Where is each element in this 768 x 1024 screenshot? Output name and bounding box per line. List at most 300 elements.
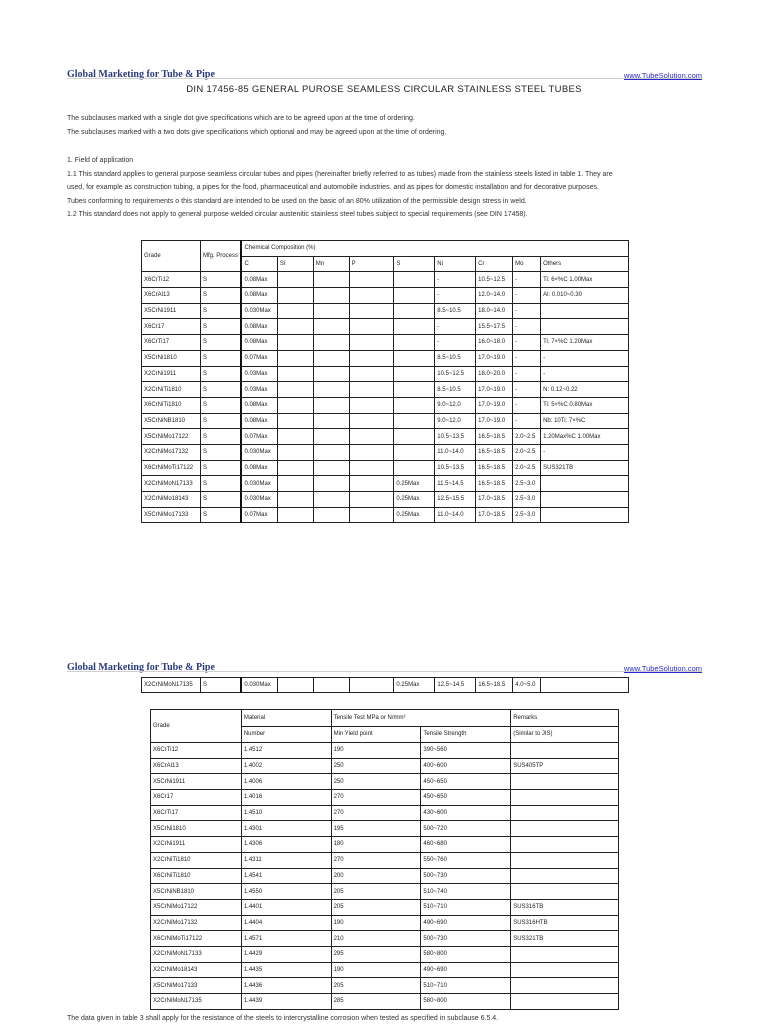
table-row: [151, 915, 619, 931]
table-cell: 190: [331, 743, 421, 759]
table-cell: 16.5~18.5: [476, 460, 513, 476]
table-cell: -: [513, 413, 541, 429]
table-cell: [313, 476, 349, 492]
table-cell: X6Cr17: [151, 790, 242, 806]
table-cell: [313, 460, 349, 476]
table-cell: X5CrNiNB1810: [151, 884, 242, 900]
table-cell: 17.0~18.5: [476, 507, 513, 523]
table-cell: S: [200, 350, 241, 366]
table-cell: X2CrNi1911: [151, 837, 242, 853]
table-cell: [511, 962, 619, 978]
field-of-application: [67, 154, 708, 222]
table-cell: 500~730: [421, 868, 511, 884]
table-cell: [541, 507, 629, 523]
table-cell: X6CrNiTi1810: [151, 868, 242, 884]
table-cell: 12.5~15.5: [435, 492, 476, 508]
table-cell: X2CrNiMoN17135: [151, 994, 242, 1010]
table-row: [151, 837, 619, 853]
table-cell: 0.08Max: [241, 397, 277, 413]
header-number: Number: [241, 726, 331, 743]
table-cell: 200: [331, 868, 421, 884]
table-cell: X6CrTi17: [142, 335, 201, 351]
table-cell: 0.08Max: [241, 272, 277, 288]
table-cell: 17.0~19.0: [476, 397, 513, 413]
chemical-composition-table-continued: [141, 677, 629, 693]
header-mo: Mo: [513, 256, 541, 272]
table-cell: 8.5~10.5: [435, 303, 476, 319]
header-mn: Mn: [313, 256, 349, 272]
table-cell: 550~760: [421, 852, 511, 868]
table-cell: X6Cr17: [142, 319, 201, 335]
table-cell: 0.25Max: [394, 492, 435, 508]
table-cell: [313, 382, 349, 398]
table-row: [151, 978, 619, 994]
table-cell: [277, 507, 313, 523]
table-cell: X6CrTi12: [142, 272, 201, 288]
continuation-row: [142, 678, 629, 693]
table-cell: 11.0~14.0: [435, 507, 476, 523]
table-cell: S: [200, 319, 241, 335]
table-cell: 8.5~10.5: [435, 382, 476, 398]
table-cell: -: [513, 350, 541, 366]
table-cell: [313, 678, 349, 693]
table-cell: [349, 303, 394, 319]
table-cell: [511, 884, 619, 900]
table-cell: -: [435, 272, 476, 288]
header-c: C: [241, 256, 277, 272]
table-cell: [349, 460, 394, 476]
table-cell: [394, 460, 435, 476]
table-cell: 285: [331, 994, 421, 1010]
table-cell: [541, 678, 629, 693]
table-cell: X2CrNiMo17132: [151, 915, 242, 931]
table-cell: [349, 678, 394, 693]
table-cell: 500~730: [421, 931, 511, 947]
table-cell: [277, 272, 313, 288]
table-cell: X2CrNiMo18143: [142, 492, 201, 508]
table-row: [142, 382, 629, 398]
table-cell: [349, 272, 394, 288]
table-cell: 400~600: [421, 758, 511, 774]
header-cr: Cr: [476, 256, 513, 272]
table-cell: [313, 272, 349, 288]
table-cell: -: [513, 319, 541, 335]
table-cell: 1.4401: [241, 899, 331, 915]
table-cell: 16.5~18.5: [476, 678, 513, 693]
table-cell: 180: [331, 837, 421, 853]
intro-notes: [67, 112, 708, 139]
header-chemical-composition: Chemical Composition (%): [241, 241, 628, 257]
table-cell: 1.20Max%C 1.00Max: [541, 429, 629, 445]
table-cell: 205: [331, 899, 421, 915]
table-cell: 9.0~12.0: [435, 397, 476, 413]
table-cell: 580~800: [421, 994, 511, 1010]
table-cell: [313, 492, 349, 508]
table-cell: [313, 429, 349, 445]
table-cell: X6CrNiMoTi17122: [151, 931, 242, 947]
table-cell: [511, 743, 619, 759]
table-cell: [394, 444, 435, 460]
table-cell: 0.08Max: [241, 335, 277, 351]
table-cell: 0.030Max: [241, 476, 277, 492]
table-cell: 15.5~17.5: [476, 319, 513, 335]
chemical-composition-rows: [142, 272, 629, 523]
table-cell: [541, 319, 629, 335]
table-cell: X2CrNiMoN17133: [151, 946, 242, 962]
table-row: [151, 962, 619, 978]
table-row: [142, 350, 629, 366]
table-cell: [541, 476, 629, 492]
table-cell: [313, 366, 349, 382]
table-cell: [349, 492, 394, 508]
table-cell: 1.4541: [241, 868, 331, 884]
table-cell: 18.0~20.0: [476, 366, 513, 382]
table-cell: 10.5~13.5: [435, 429, 476, 445]
table-cell: [277, 444, 313, 460]
table-cell: 1.4439: [241, 994, 331, 1010]
table-cell: 0.07Max: [241, 350, 277, 366]
table-cell: [541, 492, 629, 508]
intro-line: The subclauses marked with a single dot give specifications which are to be agreed upon at the time of ordering.: [67, 115, 415, 122]
table-cell: 1.4306: [241, 837, 331, 853]
table-cell: [313, 288, 349, 304]
table-cell: [313, 319, 349, 335]
brand-name: Global Marketing for Tube & Pipe: [67, 69, 215, 80]
table-cell: 1.4301: [241, 821, 331, 837]
table-row: [142, 429, 629, 445]
table-cell: 500~720: [421, 821, 511, 837]
table-row: [151, 994, 619, 1010]
table-cell: [349, 382, 394, 398]
table-cell: 0.030Max: [241, 444, 277, 460]
table-cell: 0.07Max: [241, 507, 277, 523]
table-cell: [394, 397, 435, 413]
table-cell: [277, 460, 313, 476]
header-process: Mfg. Process: [200, 241, 241, 272]
table-cell: X5CrNiMo17133: [151, 978, 242, 994]
table-cell: 10.5~13.5: [435, 460, 476, 476]
table-row: [151, 821, 619, 837]
paragraph-1-1-cont: Tubes conforming to requirements o this standard are intended to be used on the basic of an 80% utilization of the permissible design stress in weld.: [67, 197, 527, 205]
table-cell: X6CrNiTi1810: [142, 397, 201, 413]
table-cell: S: [200, 444, 241, 460]
table-cell: 17.0~18.5: [476, 492, 513, 508]
table-cell: [277, 319, 313, 335]
table-cell: X6CrAl13: [142, 288, 201, 304]
table-cell: X5CrNi1911: [142, 303, 201, 319]
table-cell: -: [513, 288, 541, 304]
table-cell: [277, 382, 313, 398]
table-cell: Nb: 10Ti: 7×%C: [541, 413, 629, 429]
table-cell: 0.08Max: [241, 413, 277, 429]
table-cell: 1.4311: [241, 852, 331, 868]
table-cell: -: [541, 366, 629, 382]
table-cell: S: [200, 429, 241, 445]
table-row: [151, 868, 619, 884]
table-cell: 1.4016: [241, 790, 331, 806]
header-si: Si: [277, 256, 313, 272]
table-cell: [277, 678, 313, 693]
table-cell: SUS405TP: [511, 758, 619, 774]
table-row: [142, 335, 629, 351]
table-cell: [511, 821, 619, 837]
table-cell: [511, 946, 619, 962]
table-cell: SUS321TB: [541, 460, 629, 476]
table-cell: S: [200, 382, 241, 398]
table-cell: [277, 476, 313, 492]
table-cell: [277, 413, 313, 429]
table-cell: 18.0~14.0: [476, 303, 513, 319]
table-row: [142, 397, 629, 413]
table-cell: 16.5~18.5: [476, 444, 513, 460]
table-cell: 1.4002: [241, 758, 331, 774]
table-cell: 2.0~2.5: [513, 429, 541, 445]
table-cell: [541, 303, 629, 319]
table-cell: S: [200, 476, 241, 492]
table-cell: [511, 805, 619, 821]
table-cell: 1.4512: [241, 743, 331, 759]
table-cell: 1.4550: [241, 884, 331, 900]
table-cell: X2CrNiTi1810: [142, 382, 201, 398]
table-cell: 0.25Max: [394, 476, 435, 492]
intro-line: The subclauses marked with a two dots give specifications which optional and may be agreed upon at the time of ordering.: [67, 128, 447, 136]
table-cell: 17.0~19.0: [476, 382, 513, 398]
header-min-yield: Min Yield point: [331, 726, 421, 743]
table-cell: -: [541, 350, 629, 366]
table-cell: [394, 288, 435, 304]
table-cell: [511, 978, 619, 994]
chemical-composition-table: [141, 240, 629, 523]
table-cell: S: [200, 460, 241, 476]
table-cell: 0.07Max: [241, 429, 277, 445]
table-cell: [394, 429, 435, 445]
table-row: [151, 852, 619, 868]
table-cell: X2CrNi1911: [142, 366, 201, 382]
table-cell: 430~600: [421, 805, 511, 821]
table-cell: 10.5~12.5: [435, 366, 476, 382]
table-cell: S: [200, 335, 241, 351]
table-cell: 1.4006: [241, 774, 331, 790]
table-cell: [349, 429, 394, 445]
table-cell: 8.5~10.5: [435, 350, 476, 366]
header-grade: Grade: [151, 710, 242, 743]
table-cell: 270: [331, 852, 421, 868]
header-rule: [67, 78, 702, 79]
table-cell: -: [541, 444, 629, 460]
section-heading: 1. Field of application: [67, 157, 134, 164]
table-row: [142, 413, 629, 429]
table-cell: 16.0~18.0: [476, 335, 513, 351]
table-cell: X2CrNiTi1810: [151, 852, 242, 868]
table-cell: 190: [331, 915, 421, 931]
table-cell: [349, 397, 394, 413]
table-cell: -: [513, 303, 541, 319]
table-cell: 250: [331, 774, 421, 790]
table-cell: X5CrNi1911: [151, 774, 242, 790]
table-cell: [349, 507, 394, 523]
table-cell: [313, 444, 349, 460]
table-row: [142, 492, 629, 508]
table-cell: X6CrNiMoTi17122: [142, 460, 201, 476]
table-cell: Al: 0.010~0.30: [541, 288, 629, 304]
table-cell: SUS316HTB: [511, 915, 619, 931]
table-cell: [277, 429, 313, 445]
table-cell: 250: [331, 758, 421, 774]
table-cell: 1.4429: [241, 946, 331, 962]
table-cell: 0.030Max: [241, 492, 277, 508]
table-cell: [511, 790, 619, 806]
document-title: DIN 17456-85 GENERAL PUROSE SEAMLESS CIRCULAR STAINLESS STEEL TUBES: [186, 84, 582, 95]
table-row: [142, 476, 629, 492]
table-row: [151, 758, 619, 774]
table-row: [151, 774, 619, 790]
table-cell: 510~740: [421, 884, 511, 900]
table-cell: 1.4436: [241, 978, 331, 994]
table-cell: -: [513, 382, 541, 398]
table-cell: [394, 413, 435, 429]
table-cell: 0.08Max: [241, 288, 277, 304]
table-cell: 0.25Max: [394, 507, 435, 523]
table-cell: 210: [331, 931, 421, 947]
table-cell: SUS321TB: [511, 931, 619, 947]
table-cell: S: [200, 678, 241, 693]
table-cell: 2.5~3.0: [513, 492, 541, 508]
table-cell: [349, 444, 394, 460]
table-cell: 11.5~14.5: [435, 476, 476, 492]
table-cell: [394, 335, 435, 351]
table-cell: X6CrTi17: [151, 805, 242, 821]
table-cell: Ti: 5×%C 0.80Max: [541, 397, 629, 413]
table-cell: 12.5~14.5: [435, 678, 476, 693]
table-cell: SUS316TB: [511, 899, 619, 915]
table-cell: X5CrNiMo17133: [142, 507, 201, 523]
table-cell: X5CrNiNB1810: [142, 413, 201, 429]
table-row: [142, 319, 629, 335]
brand-name: Global Marketing for Tube & Pipe: [67, 662, 215, 673]
table-cell: [394, 350, 435, 366]
table-cell: 450~650: [421, 790, 511, 806]
table-cell: 16.5~18.5: [476, 476, 513, 492]
table-cell: S: [200, 366, 241, 382]
header-similar-jis: (Similar to JIS): [511, 726, 619, 743]
table-cell: Ti: 6×%C 1.00Max: [541, 272, 629, 288]
tensile-properties-table: [150, 709, 619, 1010]
table-cell: S: [200, 492, 241, 508]
table-cell: 460~680: [421, 837, 511, 853]
footer-note: The data given in table 3 shall apply for the resistance of the steels to intercrystalline corrosion when tested as specified in subclause 6.5.4.: [67, 1015, 499, 1022]
table-cell: 0.08Max: [241, 319, 277, 335]
paragraph-1-1-cont: used, for example as construction tubing, a pipes for the food, pharmaceutical and automobile industries. and as pipes for domestic installation and for decorative purposes.: [67, 184, 599, 192]
table-cell: [394, 366, 435, 382]
table-cell: 16.5~18.5: [476, 429, 513, 445]
table-row: [151, 805, 619, 821]
table-cell: 2.5~3.0: [513, 476, 541, 492]
table-cell: X5CrNiMo17122: [142, 429, 201, 445]
table-cell: [349, 366, 394, 382]
table-cell: [511, 852, 619, 868]
table-cell: [277, 366, 313, 382]
table-row: [151, 946, 619, 962]
table-cell: 2.0~2.5: [513, 444, 541, 460]
table-cell: -: [513, 272, 541, 288]
table-cell: X5CrNi1810: [142, 350, 201, 366]
table-cell: [394, 319, 435, 335]
table-cell: [313, 303, 349, 319]
table-row: [142, 460, 629, 476]
table-cell: [313, 335, 349, 351]
table-cell: 11.0~14.0: [435, 444, 476, 460]
table-cell: X2CrNiMo18143: [151, 962, 242, 978]
table-cell: [313, 413, 349, 429]
table-cell: 0.03Max: [241, 366, 277, 382]
table-cell: [277, 397, 313, 413]
table-cell: [277, 350, 313, 366]
table-cell: X2CrNiMoN17135: [142, 678, 201, 693]
table-cell: X5CrNi1810: [151, 821, 242, 837]
header-material: Material: [241, 710, 331, 727]
table-cell: 0.030Max: [241, 303, 277, 319]
table-cell: Ti: 7×%C 1.20Max: [541, 335, 629, 351]
table-cell: [349, 335, 394, 351]
header-rule: [67, 671, 702, 672]
table-row: [151, 884, 619, 900]
table-cell: [511, 868, 619, 884]
table-cell: 205: [331, 978, 421, 994]
table-row: [151, 899, 619, 915]
table-cell: 510~710: [421, 978, 511, 994]
header-s: S: [394, 256, 435, 272]
table-cell: 490~690: [421, 962, 511, 978]
table-cell: S: [200, 507, 241, 523]
table-cell: 390~560: [421, 743, 511, 759]
table-cell: [277, 288, 313, 304]
table-cell: [349, 288, 394, 304]
table-cell: 1.4571: [241, 931, 331, 947]
table-cell: 1.4510: [241, 805, 331, 821]
table-cell: -: [513, 335, 541, 351]
website-link[interactable]: www.TubeSolution.com: [623, 664, 702, 673]
table-row: [151, 743, 619, 759]
table-cell: 0.030Max: [241, 678, 277, 693]
table-cell: 0.25Max: [394, 678, 435, 693]
header-ni: Ni: [435, 256, 476, 272]
table-cell: [277, 335, 313, 351]
table-cell: 9.0~12.0: [435, 413, 476, 429]
paragraph-1-1: 1.1 This standard applies to general purpose seamless circular tubes and pipes (hereinafter briefly referred to as tubes) made from the stainless steels listed in table 1. They are: [67, 170, 613, 178]
table-row: [142, 678, 629, 693]
table-cell: [349, 319, 394, 335]
header-tensile-test: Tensile Test MPa or N/mm²: [331, 710, 511, 727]
table-cell: X2CrNiMo17132: [142, 444, 201, 460]
table-cell: 190: [331, 962, 421, 978]
table-cell: X6CrAl13: [151, 758, 242, 774]
table-cell: [511, 994, 619, 1010]
table-cell: [394, 382, 435, 398]
table-cell: 1.4404: [241, 915, 331, 931]
table-row: [142, 444, 629, 460]
table-row: [142, 507, 629, 523]
header-tensile-strength: Tensile Strength: [421, 726, 511, 743]
table-cell: [277, 303, 313, 319]
header-p: P: [349, 256, 394, 272]
table-cell: 12.0~14.0: [476, 288, 513, 304]
table-row: [151, 931, 619, 947]
table-cell: [349, 350, 394, 366]
table-cell: 195: [331, 821, 421, 837]
table-cell: X5CrNiMo17122: [151, 899, 242, 915]
website-link[interactable]: www.TubeSolution.com: [623, 71, 702, 80]
table-cell: 2.5~3.0: [513, 507, 541, 523]
